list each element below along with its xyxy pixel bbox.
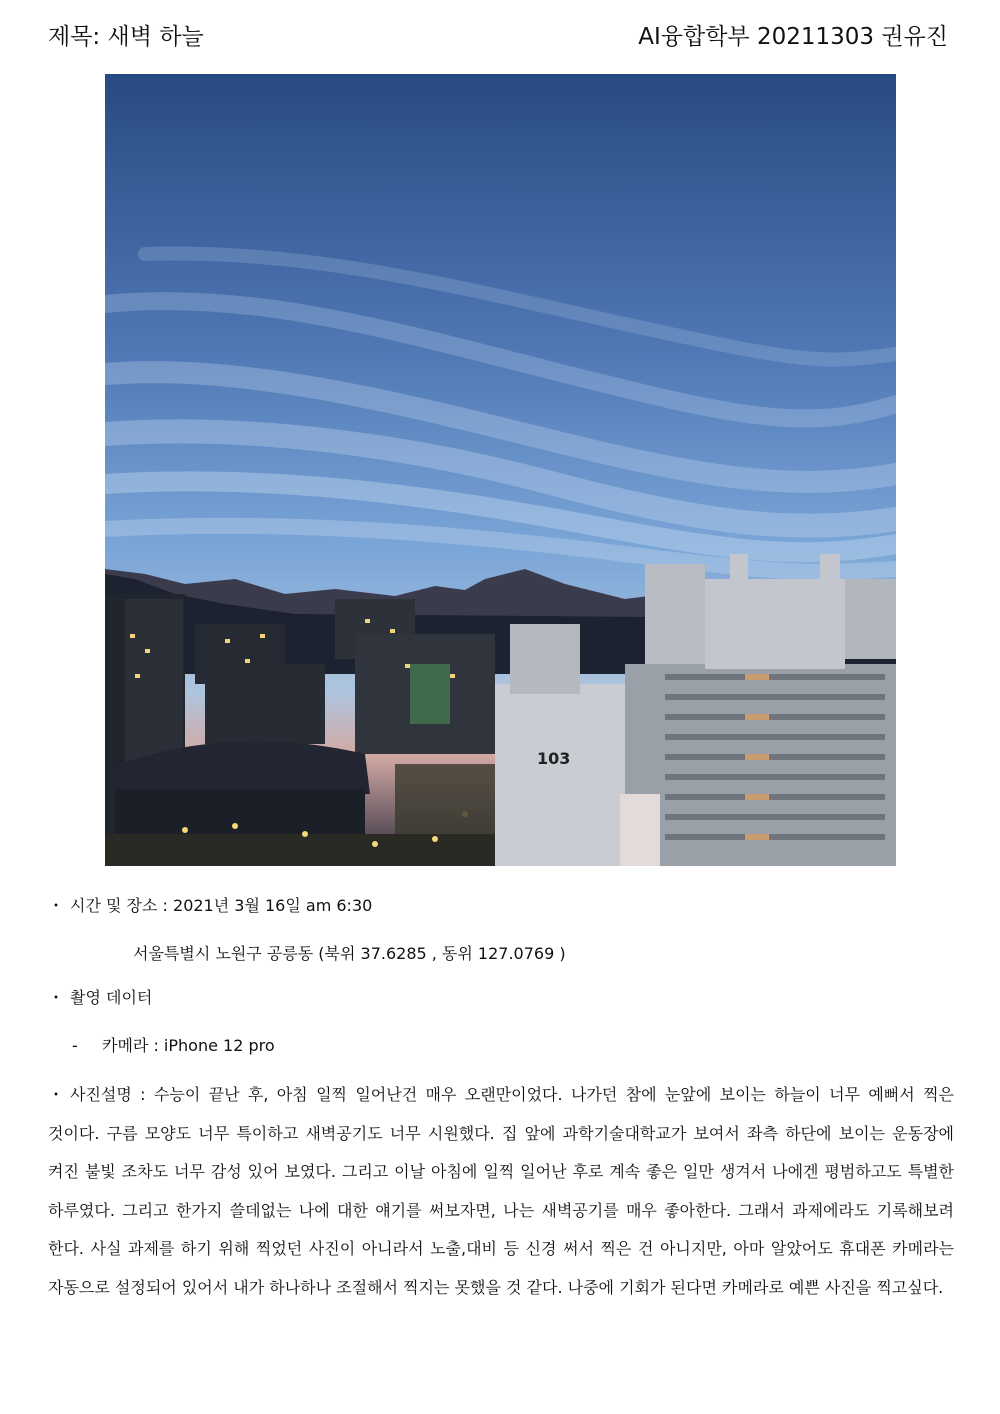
shooting-data-label: 촬영 데이터: [70, 988, 153, 1007]
camera-line: [72, 1036, 275, 1056]
building-number: 103: [537, 749, 571, 768]
location-line: 서울특별시 노원구 공릉동 (북위 37.6285 , 동위 127.0769 ): [133, 944, 566, 963]
bullet-icon: ・: [48, 988, 65, 1007]
dawn-sky-photo: [105, 74, 896, 866]
time-place-line: [48, 896, 372, 916]
time-place-text: 시간 및 장소 : 2021년 3월 16일 am 6:30: [70, 896, 373, 915]
author-info: AI융합학부 20211303 권유진: [638, 24, 948, 50]
camera-text: 카메라 : iPhone 12 pro: [102, 1036, 275, 1055]
bullet-icon: ・: [48, 896, 65, 915]
dash-icon: -: [72, 1036, 78, 1055]
photo-description: [48, 1076, 954, 1308]
shooting-data-line: [48, 988, 152, 1008]
document-title: 제목: 새벽 하늘: [48, 24, 204, 50]
description-text: 사진설명 : 수능이 끝난 후, 아침 일찍 일어난건 매우 오랜만이었다. 나가던 참에 눈앞에 보이는 하늘이 너무 예뻐서 찍은 것이다. 구름 모양도 너무 특이하고 새벽공기도 너무 시원했다. 집 앞에 과학기술대학교가 보여서 좌측 하단에 보이는 운동장에 켜진 불빛 조차도 너무 감성 있어 보였다. 그리고 이날 아침에 일찍 일어난 후로 계속 좋은 일만 생겨서 나에겐 평범하고도 특별한 하루였다. 그리고 한가지 쓸데없는 나에 대한 얘기를 써보자면, 나는 새벽공기를 매우 좋아한다. 그래서 과제에라도 기록해보려 한다. 사실 과제를 하기 위해 찍었던 사진이 아니라서 노출,대비 등 신경 써서 찍은 건 아니지만, 아마 알았어도 휴대폰 카메라는 자동으로 설정되어 있어서 내가 하나하나 조절해서 찍지는 못했을 것 같다. 나중에 기회가 된다면 카메라로 예쁜 사진을 찍고싶다.: [48, 1085, 954, 1297]
bullet-icon: ・: [48, 1085, 65, 1104]
